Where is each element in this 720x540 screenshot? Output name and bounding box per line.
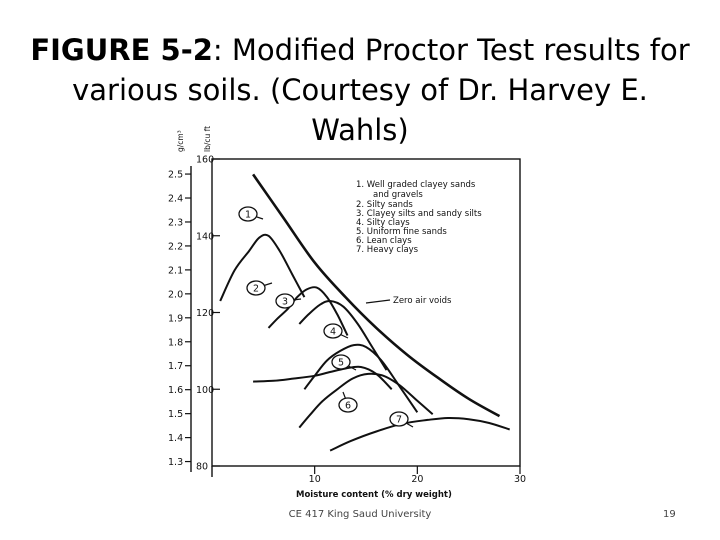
y-tick-label-gcm3: 1.7 <box>168 361 184 373</box>
curve-marker-label-2: 2 <box>253 283 260 295</box>
page-number: 19 <box>663 509 676 520</box>
legend <box>356 180 482 255</box>
x-tick-label: 20 <box>411 474 424 485</box>
x-tick-label: 10 <box>308 474 321 485</box>
compaction-curve-5 <box>253 367 392 390</box>
curve-marker-label-7: 7 <box>396 414 403 426</box>
legend-entry-6: 6. Lean clays <box>356 236 412 246</box>
curve-marker-label-1: 1 <box>245 209 252 221</box>
legend-entry-4: 4. Silty clays <box>356 218 410 228</box>
y-tick-label-gcm3: 2.3 <box>168 217 184 229</box>
figure-caption: : Modified Proctor Test results for various soils. (Courtesy of Dr. Harvey E. Wahls) <box>72 33 690 147</box>
y-axis-label-gcm3: g/cm³ <box>176 130 185 152</box>
curve-marker-label-4: 4 <box>330 326 337 338</box>
y-tick-label-gcm3: 2.1 <box>168 265 184 277</box>
y-tick-label-gcm3: 2.2 <box>168 241 184 253</box>
y-tick-label-gcm3: 1.4 <box>168 433 184 445</box>
y-tick-label-lbft: 80 <box>196 461 209 473</box>
y-tick-label-gcm3: 1.9 <box>168 313 184 325</box>
x-axis-label: Moisture content (% dry weight) <box>296 490 452 500</box>
y-tick-label-lbft: 140 <box>196 231 215 243</box>
y-tick-label-gcm3: 1.8 <box>168 337 184 349</box>
y-tick-label-lbft: 120 <box>196 308 215 319</box>
figure-number: FIGURE 5-2 <box>30 33 213 67</box>
y-tick-label-gcm3: 1.3 <box>168 457 184 469</box>
zero-air-voids-pointer <box>366 300 390 303</box>
y-tick-label-gcm3: 2.4 <box>168 193 184 205</box>
y-tick-label-lbft: 100 <box>196 384 215 396</box>
y-tick-label-gcm3: 2.0 <box>168 289 184 301</box>
y-tick-label-lbft: 160 <box>196 154 215 166</box>
curve-marker-label-5: 5 <box>338 357 345 369</box>
legend-entry-1-cont: and gravels <box>373 190 423 200</box>
curve-marker-label-3: 3 <box>282 296 289 308</box>
compaction-curve-7 <box>330 418 510 451</box>
legend-entry-7: 7. Heavy clays <box>356 245 419 255</box>
x-tick-label: 30 <box>514 474 527 485</box>
curve-marker-label-6: 6 <box>345 400 352 412</box>
y-axis-label-lbft: lb/cu ft <box>203 125 212 152</box>
tick-group <box>168 155 526 486</box>
legend-entry-2: 2. Silty sands <box>356 200 413 210</box>
legend-entry-3: 3. Clayey silts and sandy silts <box>356 209 482 219</box>
y-tick-label-gcm3: 1.5 <box>168 409 184 421</box>
zero-air-voids-annotation <box>366 296 452 306</box>
y-tick-label-gcm3: 1.6 <box>168 385 184 397</box>
y-tick-label-gcm3: 2.5 <box>168 169 184 181</box>
legend-entry-5: 5. Uniform fine sands <box>356 227 447 237</box>
legend-entry-1: 1. Well graded clayey sands <box>356 180 476 190</box>
compaction-curve-6 <box>299 374 432 428</box>
footer-course: CE 417 King Saud University <box>288 509 432 520</box>
zero-air-voids-label: Zero air voids <box>393 296 452 306</box>
